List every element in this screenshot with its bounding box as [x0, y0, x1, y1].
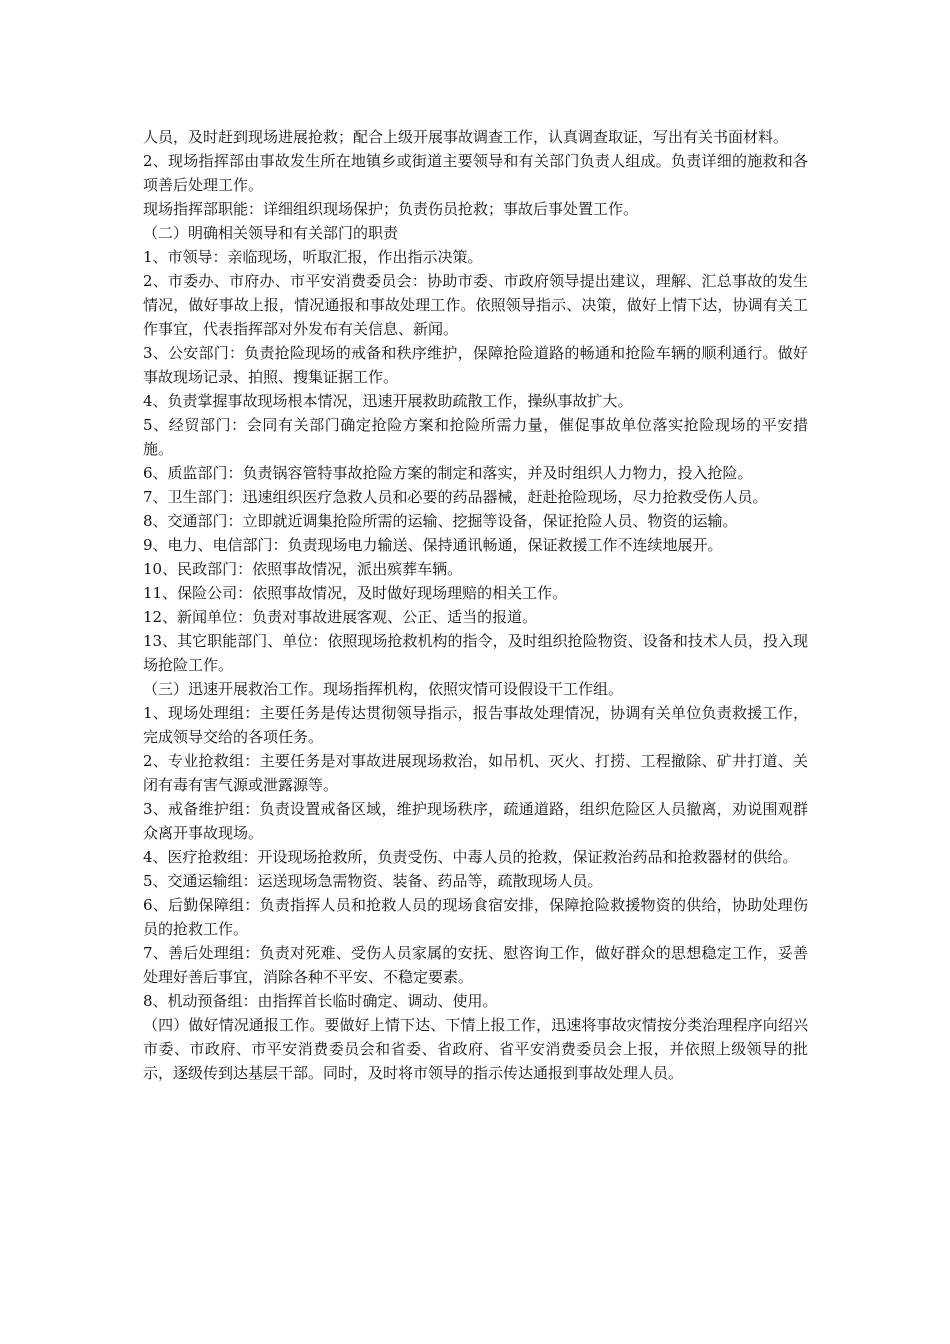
section-heading: （二）明确相关领导和有关部门的职责: [143, 224, 399, 242]
paragraph: 1、市领导：亲临现场，听取汇报，作出指示决策。: [143, 248, 483, 266]
paragraph: 1、现场处理组：主要任务是传达贯彻领导指示，报告事故处理情况，协调有关单位负责救援工作，完成领导交给的各项任务。: [143, 704, 808, 746]
paragraph: 4、医疗抢救组：开设现场抢救所，负责受伤、中毒人员的抢救，保证救治药品和抢救器材的供给。: [143, 848, 798, 866]
paragraph: 5、经贸部门：会同有关部门确定抢险方案和抢险所需力量，催促事故单位落实抢险现场的平安措施。: [143, 416, 808, 458]
paragraph: 现场指挥部职能：详细组织现场保护；负责伤员抢救；事故后事处置工作。: [143, 200, 639, 218]
paragraph: 3、戒备维护组：负责设置戒备区域，维护现场秩序，疏通道路，组织危险区人员撤离，劝说围观群众离开事故现场。: [143, 800, 808, 842]
paragraph: 6、后勤保障组：负责指挥人员和抢救人员的现场食宿安排，保障抢险救援物资的供给，协助处理伤员的抢救工作。: [143, 896, 808, 938]
paragraph: 2、现场指挥部由事故发生所在地镇乡或街道主要领导和有关部门负责人组成。负责详细的施救和各项善后处理工作。: [143, 152, 808, 194]
paragraph: 8、机动预备组：由指挥首长临时确定、调动、使用。: [143, 992, 498, 1010]
paragraph: 2、专业抢救组：主要任务是对事故进展现场救治，如吊机、灭火、打捞、工程撤除、矿井打道、关闭有毒有害气源或泄露源等。: [143, 752, 808, 794]
paragraph: 10、民政部门：依照事故情况，派出殡葬车辆。: [143, 560, 463, 578]
paragraph: 3、公安部门：负责抢险现场的戒备和秩序维护，保障抢险道路的畅通和抢险车辆的顺利通行。做好事故现场记录、拍照、搜集证据工作。: [143, 344, 808, 386]
document-body: [143, 125, 808, 1085]
paragraph: 人员，及时赶到现场进展抢救；配合上级开展事故调查工作，认真调查取证，写出有关书面材料。: [143, 128, 789, 146]
paragraph: 8、交通部门：立即就近调集抢险所需的运输、挖掘等设备，保证抢险人员、物资的运输。: [143, 512, 738, 530]
section-heading: （三）迅速开展救治工作。现场指挥机构，依照灾情可设假设干工作组。: [143, 680, 624, 698]
paragraph: 2、市委办、市府办、市平安消费委员会：协助市委、市政府领导提出建议，理解、汇总事故的发生情况，做好事故上报，情况通报和事故处理工作。依照领导指示、决策，做好上情下达，协调有关工作事宜，代表指挥部对外发布有关信息、新闻。: [143, 272, 808, 338]
paragraph: 13、其它职能部门、单位：依照现场抢救机构的指令，及时组织抢险物资、设备和技术人员，投入现场抢险工作。: [143, 632, 808, 674]
paragraph: 7、善后处理组：负责对死难、受伤人员家属的安抚、慰咨询工作，做好群众的思想稳定工作，妥善处理好善后事宜，消除各种不平安、不稳定要素。: [143, 944, 808, 986]
paragraph: 7、卫生部门：迅速组织医疗急救人员和必要的药品器械，赶赴抢险现场，尽力抢救受伤人员。: [143, 488, 768, 506]
section-heading: （四）做好情况通报工作。要做好上情下达、下情上报工作，迅速将事故灾情按分类治理程序向绍兴市委、市政府、市平安消费委员会和省委、省政府、省平安消费委员会上报，并依照上级领导的批示，逐级传到达基层干部。同时，及时将市领导的指示传达通报到事故处理人员。: [143, 1016, 808, 1082]
paragraph: 5、交通运输组：运送现场急需物资、装备、药品等，疏散现场人员。: [143, 872, 603, 890]
paragraph: 11、保险公司：依照事故情况，及时做好现场理赔的相关工作。: [143, 584, 568, 602]
paragraph: 4、负责掌握事故现场根本情况，迅速开展救助疏散工作，操纵事故扩大。: [143, 392, 633, 410]
paragraph: 12、新闻单位：负责对事故进展客观、公正、适当的报道。: [143, 608, 538, 626]
paragraph: 6、质监部门：负责锅容管特事故抢险方案的制定和落实，并及时组织人力物力，投入抢险。: [143, 464, 753, 482]
paragraph: 9、电力、电信部门：负责现场电力输送、保持通讯畅通，保证救援工作不连续地展开。: [143, 536, 723, 554]
